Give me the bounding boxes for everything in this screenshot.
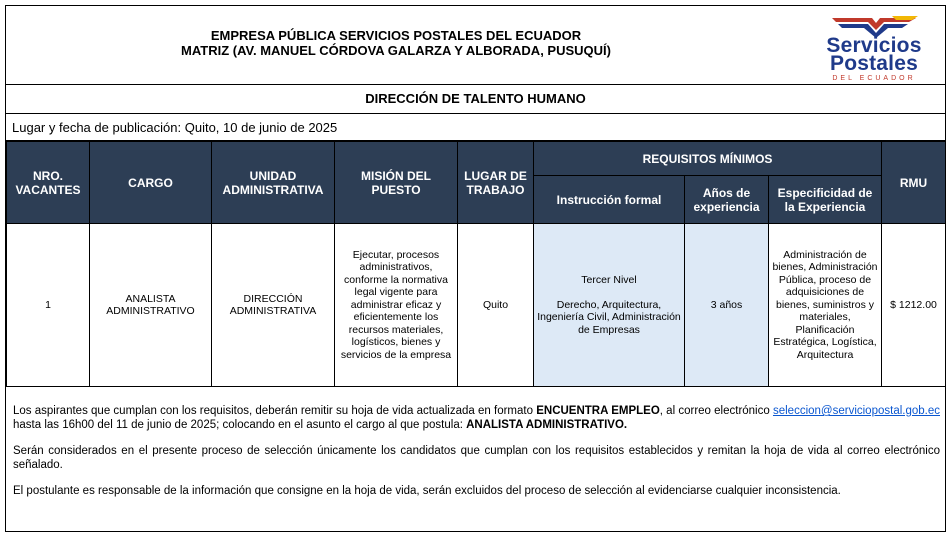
col-header-unit: UNIDAD ADMINISTRATIVA	[212, 142, 335, 224]
col-header-years: Años de experiencia	[685, 176, 769, 224]
logo-text-del-ecuador: DEL ECUADOR	[832, 75, 916, 82]
col-header-education: Instrucción formal	[534, 176, 685, 224]
education-fields: Derecho, Arquitectura, Ingeniería Civil, Administración de Empresas	[537, 298, 681, 336]
cell-experience: Administración de bienes, Administración Pública, proceso de adquisiciones de bienes, suministros y materiales, Planificación Estratégica, Logística, Arquitectura	[769, 224, 882, 387]
cell-years: 3 años	[685, 224, 769, 387]
document-header	[6, 6, 945, 85]
p1-text-c: , al correo electrónico	[659, 405, 773, 417]
logo-stripe-yellow	[892, 16, 918, 20]
cell-rmu: $ 1212.00	[882, 224, 946, 387]
instructions-paragraph-2: Serán considerados en el presente proceso de selección únicamente los candidatos que cumplan con los requisitos establecidos y remitan la hoja de vida al correo electrónico señalado.	[13, 445, 940, 471]
document-frame	[5, 5, 946, 532]
col-header-experience: Especificidad de la Experiencia	[769, 176, 882, 224]
table-row	[7, 224, 946, 387]
department-title: DIRECCIÓN DE TALENTO HUMANO	[6, 85, 945, 114]
p1-position-name: ANALISTA ADMINISTRATIVO.	[466, 419, 628, 431]
cell-mission: Ejecutar, procesos administrativos, conforme la normativa legal vigente para administrar eficaz y eficientemente los recursos materiales, logísticos, bienes y servicios de la empresa	[335, 224, 458, 387]
cell-unit: DIRECCIÓN ADMINISTRATIVA	[212, 224, 335, 387]
p1-format-name: ENCUENTRA EMPLEO	[536, 405, 660, 417]
col-header-requirements: REQUISITOS MÍNIMOS	[534, 142, 882, 176]
instructions	[13, 404, 940, 510]
instructions-paragraph-3: El postulante es responsable de la información que consigne en la hoja de vida, serán excluidos del proceso de selección al evidenciarse cualquier inconsistencia.	[13, 485, 841, 497]
title-line-1: EMPRESA PÚBLICA SERVICIOS POSTALES DEL ECUADOR	[210, 28, 582, 43]
col-header-mission: MISIÓN DEL PUESTO	[335, 142, 458, 224]
col-header-rmu: RMU	[882, 142, 946, 224]
publication-place-date: Lugar y fecha de publicación: Quito, 10 de junio de 2025	[6, 114, 945, 141]
cell-position: ANALISTA ADMINISTRATIVO	[90, 224, 212, 387]
logo-text-servicios: Servicios	[826, 34, 922, 57]
document-title	[6, 28, 786, 58]
p1-text-a: Los aspirantes que cumplan con los requisitos, deberán remitir su hoja de vida actualizada en formato	[13, 405, 537, 417]
logo-text-postales: Postales	[830, 52, 918, 75]
p1-text-d: hasta las 16h00 del 11 de junio de 2025; colocando en el asunto el cargo al que postula:	[13, 419, 467, 431]
instructions-paragraph-1	[13, 404, 940, 432]
cell-workplace: Quito	[458, 224, 534, 387]
vacancy-table	[6, 141, 946, 387]
email-link[interactable]: seleccion@serviciopostal.gob.ec	[772, 405, 940, 417]
servicios-postales-logo	[814, 14, 934, 80]
education-level: Tercer Nivel	[581, 274, 637, 286]
col-header-workplace: LUGAR DE TRABAJO	[458, 142, 534, 224]
col-header-position: CARGO	[90, 142, 212, 224]
cell-education	[534, 224, 685, 387]
cell-vacancies: 1	[7, 224, 90, 387]
title-line-2: MATRIZ (AV. MANUEL CÓRDOVA GALARZA Y ALBORADA, PUSUQUÍ)	[181, 43, 611, 58]
col-header-vacancies: NRO. VACANTES	[7, 142, 90, 224]
